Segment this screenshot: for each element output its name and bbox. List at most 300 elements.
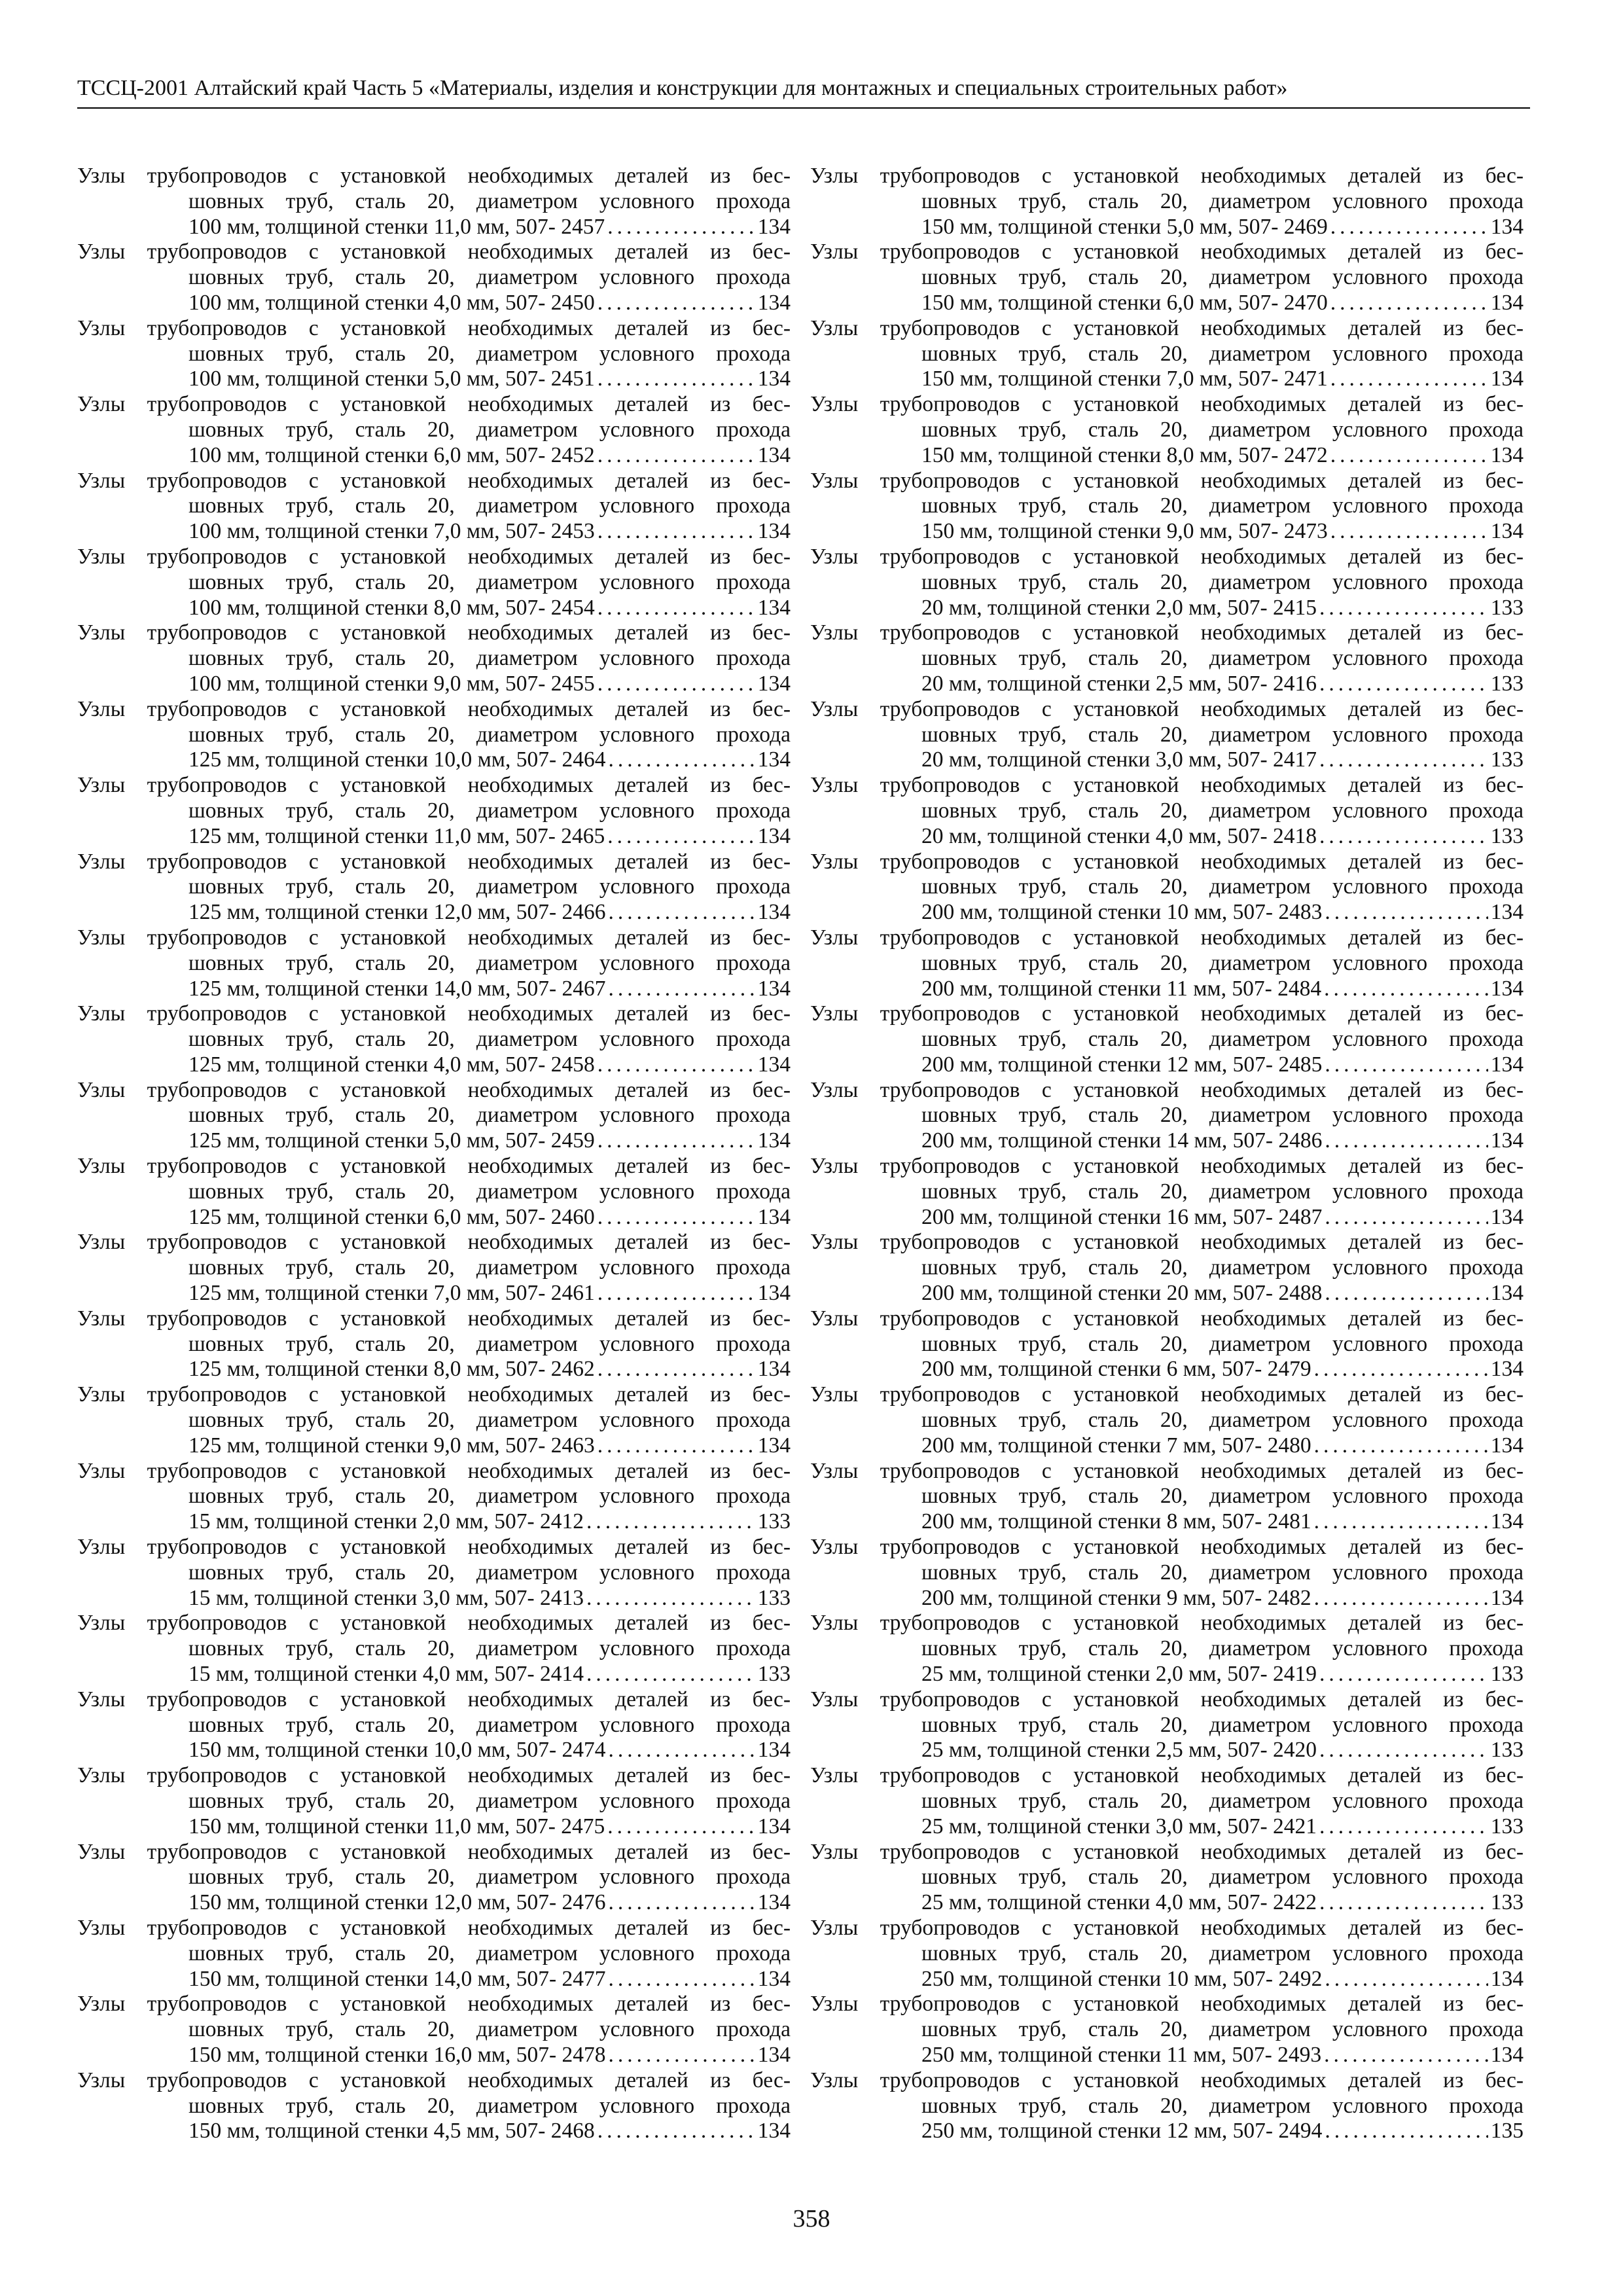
index-entry [77,1611,791,1687]
dot-leader [597,519,755,545]
entry-line-1: Узлы трубопроводов с установкой необходимых деталей из бес- [77,1230,791,1255]
entry-line-3 [810,596,1524,621]
entry-line-2: шовных труб, сталь 20, диаметром условного прохода [921,874,1524,899]
entry-line-2: шовных труб, сталь 20, диаметром условного прохода [188,1941,791,1965]
entry-line-3 [77,824,791,850]
entry-line-3 [810,1662,1524,1687]
entry-line-2: шовных труб, сталь 20, диаметром условного прохода [921,1789,1524,1813]
entry-spec: 200 мм, толщиной стенки 10 мм, 507- 2483 [921,900,1323,925]
page-header: ТССЦ-2001 Алтайский край Часть 5 «Материалы, изделия и конструкции для монтажных и специальных строительных работ» [77,73,1530,109]
entry-page-ref: 134 [1490,290,1524,315]
dot-leader [1330,519,1488,545]
entry-line-2: шовных труб, сталь 20, диаметром условного прохода [188,1636,791,1661]
entry-line-2: шовных труб, сталь 20, диаметром условного прохода [188,493,791,518]
index-entry [77,240,791,315]
entry-line-3 [810,824,1524,850]
index-entry [77,469,791,545]
entry-line-3 [77,977,791,1002]
index-entry [77,1535,791,1611]
entry-line-2: шовных труб, сталь 20, диаметром условного прохода [921,798,1524,823]
dot-leader [1314,1586,1488,1611]
dot-leader [1319,824,1488,850]
page-number: 358 [793,2205,830,2233]
entry-line-1: Узлы трубопроводов с установкой необходимых деталей из бес- [810,1077,1524,1102]
index-entry [77,850,791,925]
entry-page-ref: 135 [1490,2119,1524,2144]
entry-spec: 250 мм, толщиной стенки 11 мм, 507- 2493 [921,2042,1322,2067]
index-entry [810,1459,1524,1535]
entry-line-3 [810,1738,1524,1763]
index-entry [810,1687,1524,1763]
entry-line-1: Узлы трубопроводов с установкой необходимых деталей из бес- [810,1306,1524,1331]
entry-line-2: шовных труб, сталь 20, диаметром условного прохода [921,569,1524,594]
entry-line-3 [810,1586,1524,1611]
entry-line-1: Узлы трубопроводов с установкой необходимых деталей из бес- [77,164,791,188]
entry-line-3 [810,900,1524,925]
entry-page-ref: 134 [757,747,791,772]
entry-line-2: шовных труб, сталь 20, диаметром условного прохода [188,569,791,594]
entry-line-2: шовных труб, сталь 20, диаметром условного прохода [188,1331,791,1356]
entry-line-3 [810,2043,1524,2068]
entry-page-ref: 134 [757,595,791,620]
entry-page-ref: 133 [1490,671,1524,696]
dot-leader [1325,1967,1488,1992]
index-entry [77,773,791,849]
entry-line-1: Узлы трубопроводов с установкой необходимых деталей из бес- [810,925,1524,950]
entry-line-1: Узлы трубопроводов с установкой необходимых деталей из бес- [810,1458,1524,1483]
entry-spec: 125 мм, толщиной стенки 14,0 мм, 507- 2467 [188,976,606,1001]
dot-leader [1319,1890,1488,1916]
entry-spec: 150 мм, толщиной стенки 16,0 мм, 507- 2478 [188,2042,606,2067]
entry-line-3 [77,1509,791,1535]
entry-page-ref: 134 [1490,1585,1524,1610]
index-entry [810,1382,1524,1458]
entry-spec: 125 мм, толщиной стенки 11,0 мм, 507- 2465 [188,823,605,848]
dot-leader [609,1738,755,1763]
index-entry [810,1306,1524,1382]
entry-page-ref: 134 [757,976,791,1001]
index-entry [810,1840,1524,1916]
entry-spec: 100 мм, толщиной стенки 11,0 мм, 507- 2457 [188,214,605,239]
index-entry [810,1154,1524,1230]
entry-line-2: шовных труб, сталь 20, диаметром условного прохода [921,2093,1524,2118]
entry-spec: 125 мм, толщиной стенки 12,0 мм, 507- 2466 [188,900,606,925]
entry-spec: 100 мм, толщиной стенки 6,0 мм, 507- 2452 [188,442,595,467]
dot-leader [597,367,755,392]
entry-line-1: Узлы трубопроводов с установкой необходимых деталей из бес- [77,544,791,569]
entry-line-3 [810,519,1524,545]
entry-page-ref: 134 [1490,442,1524,467]
entry-spec: 150 мм, толщиной стенки 8,0 мм, 507- 2472 [921,442,1328,467]
entry-line-3 [810,1128,1524,1154]
dot-leader [1325,1281,1488,1306]
entry-line-2: шовных труб, сталь 20, диаметром условного прохода [921,1408,1524,1433]
entry-spec: 100 мм, толщиной стенки 7,0 мм, 507- 2453 [188,519,595,544]
entry-line-2: шовных труб, сталь 20, диаметром условного прохода [188,646,791,671]
entry-spec: 125 мм, толщиной стенки 10,0 мм, 507- 2464 [188,747,606,772]
entry-line-1: Узлы трубопроводов с установкой необходимых деталей из бес- [810,1687,1524,1712]
entry-line-3 [77,1967,791,1992]
entry-spec: 100 мм, толщиной стенки 4,0 мм, 507- 2450 [188,290,595,315]
entry-spec: 150 мм, толщиной стенки 10,0 мм, 507- 2474 [188,1738,606,1763]
dot-leader [586,1662,755,1687]
entry-line-2: шовных труб, сталь 20, диаметром условного прохода [188,188,791,213]
entry-line-2: шовных труб, сталь 20, диаметром условного прохода [188,798,791,823]
entry-line-2: шовных труб, сталь 20, диаметром условного прохода [188,950,791,975]
dot-leader [1325,1205,1488,1230]
entry-page-ref: 134 [1490,1966,1524,1991]
dot-leader [597,672,755,697]
entry-line-1: Узлы трубопроводов с установкой необходимых деталей из бес- [77,1458,791,1483]
entry-line-1: Узлы трубопроводов с установкой необходимых деталей из бес- [77,1763,791,1788]
entry-line-3 [810,291,1524,316]
dot-leader [1324,2043,1488,2068]
entry-line-2: шовных труб, сталь 20, диаметром условного прохода [188,1865,791,1890]
dot-leader [1324,977,1488,1002]
index-entry [810,1611,1524,1687]
dot-leader [609,2043,755,2068]
entry-page-ref: 134 [757,1052,791,1077]
entry-line-1: Узлы трубопроводов с установкой необходимых деталей из бес- [77,925,791,950]
index-entry [810,392,1524,468]
entry-spec: 20 мм, толщиной стенки 4,0 мм, 507- 2418 [921,823,1317,848]
dot-leader [1325,1052,1488,1078]
entry-line-1: Узлы трубопроводов с установкой необходимых деталей из бес- [810,1611,1524,1636]
entry-line-3 [810,215,1524,240]
entry-line-1: Узлы трубопроводов с установкой необходимых деталей из бес- [810,468,1524,493]
entry-page-ref: 133 [1490,1662,1524,1687]
dot-leader [1314,1433,1488,1459]
index-entry [77,2068,791,2144]
dot-leader [609,1967,755,1992]
entry-line-1: Узлы трубопроводов с установкой необходимых деталей из бес- [77,1382,791,1407]
entry-spec: 25 мм, толщиной стенки 2,0 мм, 507- 2419 [921,1662,1317,1687]
index-column-left [77,164,791,2144]
dot-leader [597,1357,755,1382]
index-entry [810,1230,1524,1306]
entry-line-3 [77,519,791,545]
entry-line-1: Узлы трубопроводов с установкой необходимых деталей из бес- [810,392,1524,417]
dot-leader [1319,1814,1488,1840]
entry-line-2: шовных труб, сталь 20, диаметром условного прохода [188,874,791,899]
entry-line-3 [77,291,791,316]
entry-line-2: шовных труб, сталь 20, диаметром условного прохода [188,417,791,442]
entry-page-ref: 134 [1490,214,1524,239]
entry-line-1: Узлы трубопроводов с установкой необходимых деталей из бес- [810,849,1524,874]
entry-page-ref: 134 [1490,1357,1524,1382]
entry-line-2: шовных труб, сталь 20, диаметром условного прохода [188,265,791,290]
entry-spec: 150 мм, толщиной стенки 4,5 мм, 507- 2468 [188,2119,595,2144]
entry-line-2: шовных труб, сталь 20, диаметром условного прохода [921,1712,1524,1737]
entry-line-3 [810,672,1524,697]
entry-line-1: Узлы трубопроводов с установкой необходимых деталей из бес- [77,2068,791,2092]
entry-spec: 25 мм, толщиной стенки 2,5 мм, 507- 2420 [921,1738,1317,1763]
entry-line-3 [810,1814,1524,1840]
entry-line-3 [810,443,1524,469]
entry-page-ref: 133 [1490,1890,1524,1915]
index-entry [77,1916,791,1992]
entry-spec: 250 мм, толщиной стенки 12 мм, 507- 2494 [921,2119,1323,2144]
dot-leader [609,1890,755,1916]
entry-spec: 125 мм, толщиной стенки 6,0 мм, 507- 2460 [188,1204,595,1229]
entry-page-ref: 133 [757,1662,791,1687]
entry-line-3 [77,367,791,392]
entry-page-ref: 134 [1490,1281,1524,1306]
entry-page-ref: 134 [757,671,791,696]
entry-line-3 [77,747,791,773]
dot-leader [1314,1357,1488,1382]
entry-page-ref: 134 [757,1890,791,1915]
entry-line-3 [77,596,791,621]
entry-spec: 100 мм, толщиной стенки 8,0 мм, 507- 2454 [188,595,595,620]
entry-spec: 15 мм, толщиной стенки 3,0 мм, 507- 2413 [188,1585,584,1610]
entry-page-ref: 134 [757,290,791,315]
entry-spec: 150 мм, толщиной стенки 12,0 мм, 507- 2476 [188,1890,606,1915]
dot-leader [1325,900,1488,925]
entry-line-2: шовных труб, сталь 20, диаметром условного прохода [921,1027,1524,1052]
entry-line-1: Узлы трубопроводов с установкой необходимых деталей из бес- [810,315,1524,340]
entry-spec: 150 мм, толщиной стенки 5,0 мм, 507- 2469 [921,214,1328,239]
index-entry [810,850,1524,925]
dot-leader [597,2119,755,2144]
entry-line-3 [77,1281,791,1306]
entry-spec: 125 мм, толщиной стенки 9,0 мм, 507- 2463 [188,1433,595,1458]
entry-page-ref: 134 [1490,1509,1524,1534]
index-entry [77,1078,791,1154]
entry-line-2: шовных труб, сталь 20, диаметром условного прохода [188,722,791,747]
entry-line-3 [77,2043,791,2068]
entry-line-3 [77,1662,791,1687]
entry-line-3 [77,443,791,469]
entry-spec: 20 мм, толщиной стенки 2,0 мм, 507- 2415 [921,595,1317,620]
index-entry [77,1230,791,1306]
index-entry [77,1306,791,1382]
index-entry [810,925,1524,1001]
entry-line-2: шовных труб, сталь 20, диаметром условного прохода [921,493,1524,518]
dot-leader [609,747,755,773]
dot-leader [586,1586,755,1611]
entry-spec: 150 мм, толщиной стенки 11,0 мм, 507- 2475 [188,1814,605,1839]
index-entry [77,545,791,620]
entry-line-1: Узлы трубопроводов с установкой необходимых деталей из бес- [77,1687,791,1712]
entry-spec: 20 мм, толщиной стенки 3,0 мм, 507- 2417 [921,747,1317,772]
dot-leader [597,1052,755,1078]
index-entry [810,316,1524,392]
entry-page-ref: 134 [757,1814,791,1839]
index-entry [810,545,1524,620]
entry-spec: 200 мм, толщиной стенки 7 мм, 507- 2480 [921,1433,1311,1458]
entry-line-2: шовных труб, сталь 20, диаметром условного прохода [921,1865,1524,1890]
entry-line-2: шовных труб, сталь 20, диаметром условного прохода [188,1027,791,1052]
index-entry [77,697,791,773]
entry-page-ref: 134 [757,900,791,925]
index-entry [810,697,1524,773]
entry-line-2: шовных труб, сталь 20, диаметром условного прохода [921,1484,1524,1509]
entry-page-ref: 133 [1490,747,1524,772]
index-entry [77,620,791,696]
entry-page-ref: 134 [757,1357,791,1382]
entry-page-ref: 134 [757,367,791,391]
index-entry [77,164,791,240]
entry-line-2: шовных труб, сталь 20, диаметром условного прохода [188,1408,791,1433]
entry-spec: 200 мм, толщиной стенки 8 мм, 507- 2481 [921,1509,1311,1534]
index-entry [810,620,1524,696]
entry-spec: 125 мм, толщиной стенки 8,0 мм, 507- 2462 [188,1357,595,1382]
entry-line-3 [77,1357,791,1382]
entry-page-ref: 133 [757,1585,791,1610]
index-entry [810,240,1524,315]
entry-line-3 [77,900,791,925]
entry-spec: 150 мм, толщиной стенки 14,0 мм, 507- 2477 [188,1966,606,1991]
entry-page-ref: 134 [757,823,791,848]
entry-line-3 [77,1738,791,1763]
index-entry [77,1992,791,2068]
entry-line-2: шовных труб, сталь 20, диаметром условного прохода [921,1560,1524,1585]
entry-page-ref: 133 [1490,595,1524,620]
entry-page-ref: 134 [1490,1128,1524,1153]
dot-leader [1330,215,1488,240]
index-entry [810,773,1524,849]
entry-line-3 [810,1967,1524,1992]
entry-spec: 25 мм, толщиной стенки 4,0 мм, 507- 2422 [921,1890,1317,1915]
dot-leader [1325,2119,1488,2144]
entry-line-2: шовных труб, сталь 20, диаметром условного прохода [188,1712,791,1737]
entry-line-2: шовных труб, сталь 20, диаметром условного прохода [921,722,1524,747]
entry-spec: 150 мм, толщиной стенки 9,0 мм, 507- 2473 [921,519,1328,544]
entry-spec: 200 мм, толщиной стенки 20 мм, 507- 2488 [921,1281,1323,1306]
dot-leader [1330,367,1488,392]
dot-leader [609,977,755,1002]
entry-page-ref: 134 [757,214,791,239]
entry-line-2: шовных труб, сталь 20, диаметром условного прохода [921,188,1524,213]
entry-spec: 125 мм, толщиной стенки 5,0 мм, 507- 2459 [188,1128,595,1153]
entry-line-2: шовных труб, сталь 20, диаметром условного прохода [921,2017,1524,2042]
dot-leader [597,1128,755,1154]
entry-line-3 [77,672,791,697]
entry-line-3 [810,1052,1524,1078]
dot-leader [597,1433,755,1459]
entry-spec: 125 мм, толщиной стенки 4,0 мм, 507- 2458 [188,1052,595,1077]
index-entry [77,1763,791,1839]
entry-line-1: Узлы трубопроводов с установкой необходимых деталей из бес- [77,1992,791,2017]
index-entry [77,1001,791,1077]
dot-leader [1330,291,1488,316]
index-entry [77,1687,791,1763]
entry-page-ref: 134 [757,442,791,467]
entry-line-3 [77,1433,791,1459]
entry-spec: 25 мм, толщиной стенки 3,0 мм, 507- 2421 [921,1814,1317,1839]
entry-line-1: Узлы трубопроводов с установкой необходимых деталей из бес- [810,544,1524,569]
entry-line-1: Узлы трубопроводов с установкой необходимых деталей из бес- [810,1763,1524,1788]
entry-line-3 [77,2119,791,2144]
entry-line-2: шовных труб, сталь 20, диаметром условного прохода [188,341,791,366]
entry-spec: 200 мм, толщиной стенки 6 мм, 507- 2479 [921,1357,1311,1382]
entry-spec: 200 мм, толщиной стенки 16 мм, 507- 2487 [921,1204,1323,1229]
entry-line-1: Узлы трубопроводов с установкой необходимых деталей из бес- [810,1382,1524,1407]
entry-line-1: Узлы трубопроводов с установкой необходимых деталей из бес- [810,1839,1524,1864]
entry-page-ref: 134 [1490,367,1524,391]
index-entry [77,1382,791,1458]
entry-line-2: шовных труб, сталь 20, диаметром условного прохода [921,1255,1524,1280]
entry-line-3 [810,747,1524,773]
entry-line-3 [810,977,1524,1002]
entry-spec: 100 мм, толщиной стенки 5,0 мм, 507- 2451 [188,367,595,391]
entry-line-2: шовных труб, сталь 20, диаметром условного прохода [188,1179,791,1204]
entry-page-ref: 134 [1490,519,1524,544]
entry-line-1: Узлы трубопроводов с установкой необходимых деталей из бес- [77,773,791,798]
entry-page-ref: 133 [1490,1738,1524,1763]
entry-spec: 200 мм, толщиной стенки 14 мм, 507- 2486 [921,1128,1323,1153]
index-column-right [810,164,1524,2144]
index-entry [810,1078,1524,1154]
dot-leader [597,1205,755,1230]
entry-line-1: Узлы трубопроводов с установкой необходимых деталей из бес- [810,1230,1524,1255]
entry-line-1: Узлы трубопроводов с установкой необходимых деталей из бес- [77,1154,791,1179]
entry-line-1: Узлы трубопроводов с установкой необходимых деталей из бес- [810,1001,1524,1026]
entry-page-ref: 134 [757,2042,791,2067]
index-entry [810,2068,1524,2144]
dot-leader [1319,747,1488,773]
entry-line-3 [810,1509,1524,1535]
index-entry [810,1001,1524,1077]
index-entry [810,1763,1524,1839]
entry-page-ref: 134 [757,1128,791,1153]
entry-spec: 150 мм, толщиной стенки 7,0 мм, 507- 2471 [921,367,1328,391]
entry-line-3 [77,1052,791,1078]
entry-line-2: шовных труб, сталь 20, диаметром условного прохода [188,1560,791,1585]
dot-leader [1319,596,1488,621]
dot-leader [597,596,755,621]
entry-line-3 [77,1586,791,1611]
dot-leader [597,443,755,469]
entry-spec: 200 мм, толщиной стенки 9 мм, 507- 2482 [921,1585,1311,1610]
dot-leader [1319,1662,1488,1687]
entry-line-1: Узлы трубопроводов с установкой необходимых деталей из бес- [810,773,1524,798]
entry-line-2: шовных труб, сталь 20, диаметром условного прохода [921,1941,1524,1965]
entry-line-3 [77,1205,791,1230]
dot-leader [1319,672,1488,697]
dot-leader [1314,1509,1488,1535]
entry-line-2: шовных труб, сталь 20, диаметром условного прохода [188,1255,791,1280]
index-entry [810,1992,1524,2068]
entry-page-ref: 134 [1490,1204,1524,1229]
entry-page-ref: 134 [1490,976,1524,1001]
entry-spec: 100 мм, толщиной стенки 9,0 мм, 507- 2455 [188,671,595,696]
entry-page-ref: 134 [757,1738,791,1763]
entry-line-1: Узлы трубопроводов с установкой необходимых деталей из бес- [77,315,791,340]
index-entry [77,392,791,468]
entry-page-ref: 134 [1490,900,1524,925]
entry-line-2: шовных труб, сталь 20, диаметром условного прохода [921,417,1524,442]
entry-line-1: Узлы трубопроводов с установкой необходимых деталей из бес- [77,849,791,874]
entry-page-ref: 134 [1490,2042,1524,2067]
entry-page-ref: 134 [757,2119,791,2144]
entry-page-ref: 134 [1490,1433,1524,1458]
entry-line-1: Узлы трубопроводов с установкой необходимых деталей из бес- [810,1992,1524,2017]
entry-line-3 [810,1357,1524,1382]
entry-page-ref: 133 [1490,823,1524,848]
entry-line-2: шовных труб, сталь 20, диаметром условного прохода [921,646,1524,671]
dot-leader [607,1814,755,1840]
entry-page-ref: 134 [1490,1052,1524,1077]
entry-line-3 [77,1128,791,1154]
index-entry [77,316,791,392]
entry-line-2: шовных труб, сталь 20, диаметром условного прохода [921,1103,1524,1128]
dot-leader [607,215,755,240]
index-entry [77,1840,791,1916]
entry-spec: 150 мм, толщиной стенки 6,0 мм, 507- 2470 [921,290,1328,315]
index-entry [77,1154,791,1230]
